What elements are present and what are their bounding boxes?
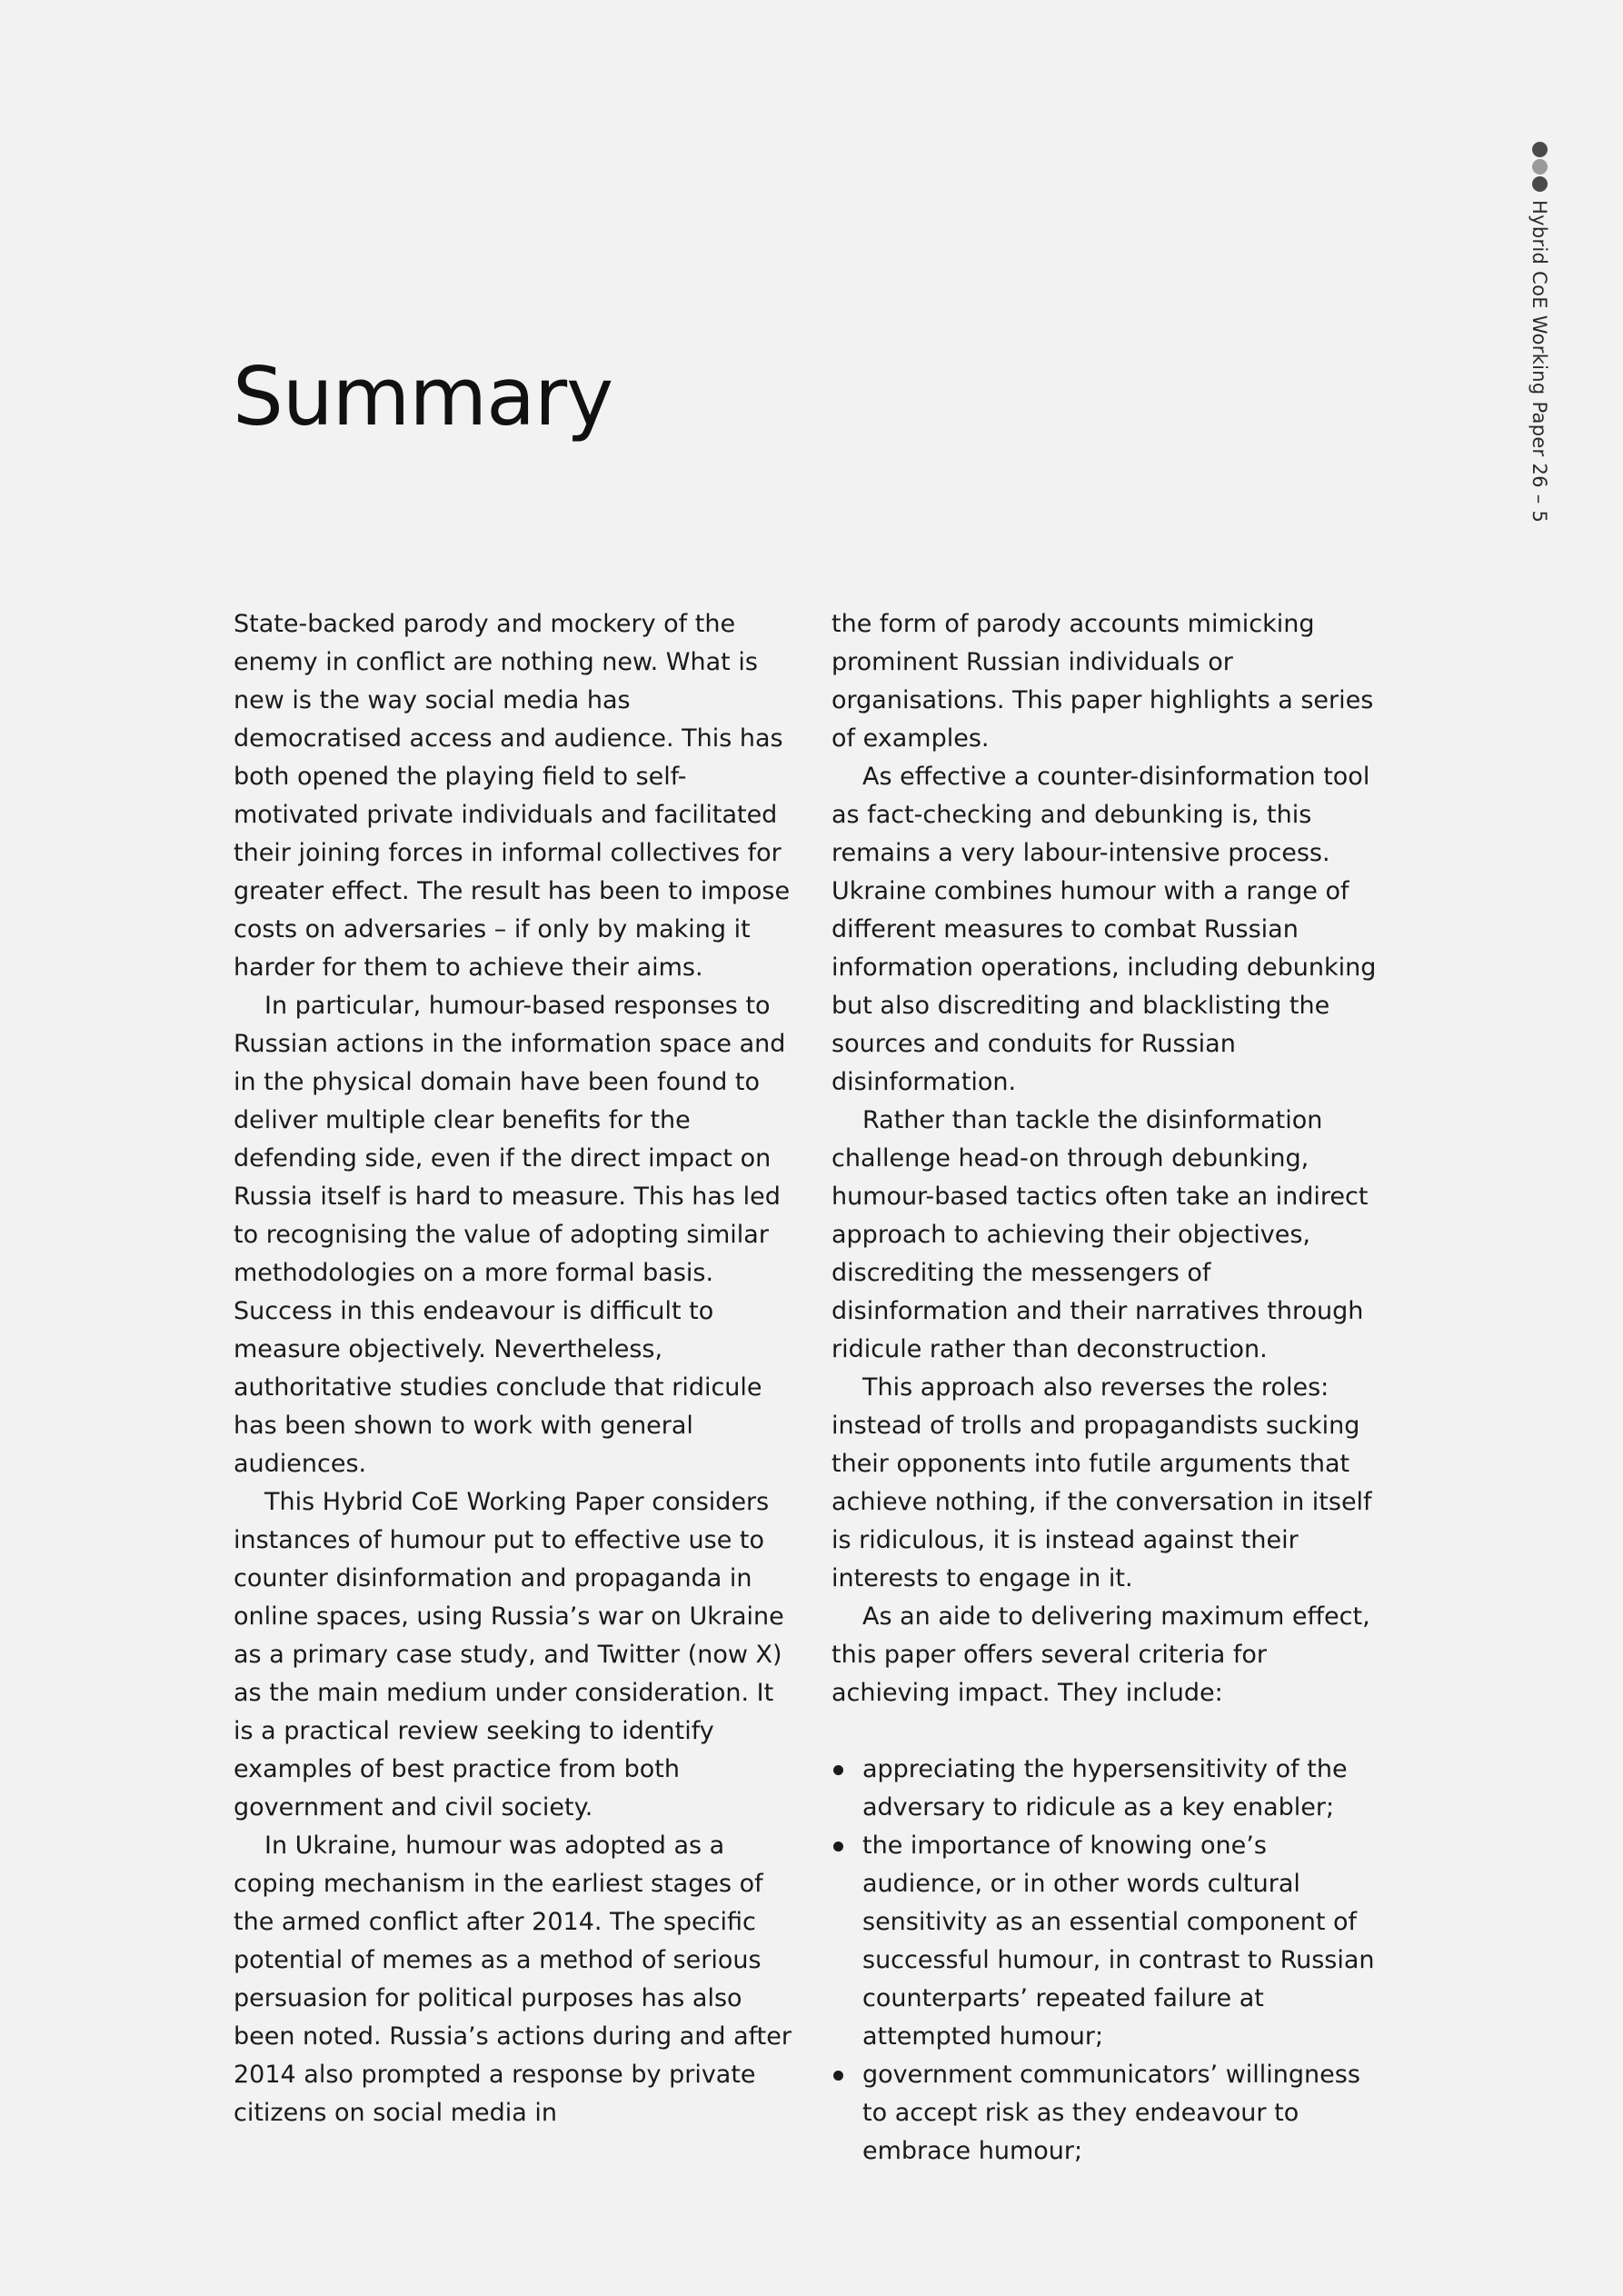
paragraph: In Ukraine, humour was adopted as a coping mechanism in the earliest stages of the armed conflict after 2014. The specific potential of memes as a method of serious persuasion for political purposes has also been noted. Russia’s actions during and after 2014 also prompted a response by private citizens on social media in	[234, 1832, 792, 2127]
page-title: Summary	[233, 350, 613, 444]
list-item: appreciating the hypersensitivity of the adversary to ridicule as a key enabler;	[831, 1751, 1390, 1827]
left-column	[234, 605, 792, 2132]
list-item: government communicators’ willingness to accept risk as they endeavour to embrace humour;	[831, 2056, 1390, 2171]
paragraph: Rather than tackle the disinformation challenge head-on through debunking, humour-based tactics often take an indirect approach to achieving their objectives, discrediting the messengers of disinformation and their narratives through ridicule rather than deconstruction.	[831, 1106, 1369, 1363]
criteria-list	[831, 1751, 1390, 2171]
brand-dot-icon	[1532, 176, 1548, 192]
brand-dots-icon	[1532, 142, 1550, 194]
paragraph: As an aide to delivering maximum effect, this paper offers several criteria for achieving impact. They include:	[831, 1602, 1370, 1707]
paragraph: the form of parody accounts mimicking prominent Russian individuals or organisations. This paper highlights a series of examples.	[831, 610, 1374, 753]
brand-dot-icon	[1532, 159, 1548, 175]
paragraph: State-backed parody and mockery of the enemy in conflict are nothing new. What is new is the way social media has democratised access and audience. This has both opened the playing field to self-motivated private individuals and facilitated their joining forces in informal collectives for greater effect. The result has been to impose costs on adversaries – if only by making it harder for them to achieve their aims.	[234, 610, 791, 982]
paragraph: In particular, humour-based responses to Russian actions in the information space and in the physical domain have been found to deliver multiple clear benefits for the defending side, even if the direct impact on Russia itself is hard to measure. This has led to recognising the value of adopting similar methodologies on a more formal basis. Success in this endeavour is difficult to measure objectively. Nevertheless, authoritative studies conclude that ridicule has been shown to work with general audiences.	[234, 992, 786, 1478]
list-item: the importance of knowing one’s audience, or in other words cultural sensitivity as an essential component of successful humour, in contrast to Russian counterparts’ repeated failure at attempted humour;	[831, 1827, 1390, 2056]
paragraph: As effective a counter-disinformation tool as fact-checking and debunking is, this remains a very labour-intensive process. Ukraine combines humour with a range of different measures to combat Russian information operations, including debunking but also discrediting and blacklisting the sources and conduits for Russian disinformation.	[831, 763, 1377, 1096]
paragraph: This approach also reverses the roles: instead of trolls and propagandists sucking their opponents into futile arguments that achieve nothing, if the conversation in itself is ridiculous, it is instead against their interests to engage in it.	[831, 1373, 1372, 1592]
paragraph: This Hybrid CoE Working Paper considers instances of humour put to effective use to counter disinformation and propaganda in online spaces, using Russia’s war on Ukraine as a primary case study, and Twitter (now X) as the main medium under consideration. It is a practical review seeking to identify examples of best practice from both government and civil society.	[234, 1488, 784, 1822]
right-column	[831, 605, 1390, 2171]
brand-dot-icon	[1532, 142, 1548, 157]
running-head: Hybrid CoE Working Paper 26 – 5	[1528, 200, 1550, 524]
